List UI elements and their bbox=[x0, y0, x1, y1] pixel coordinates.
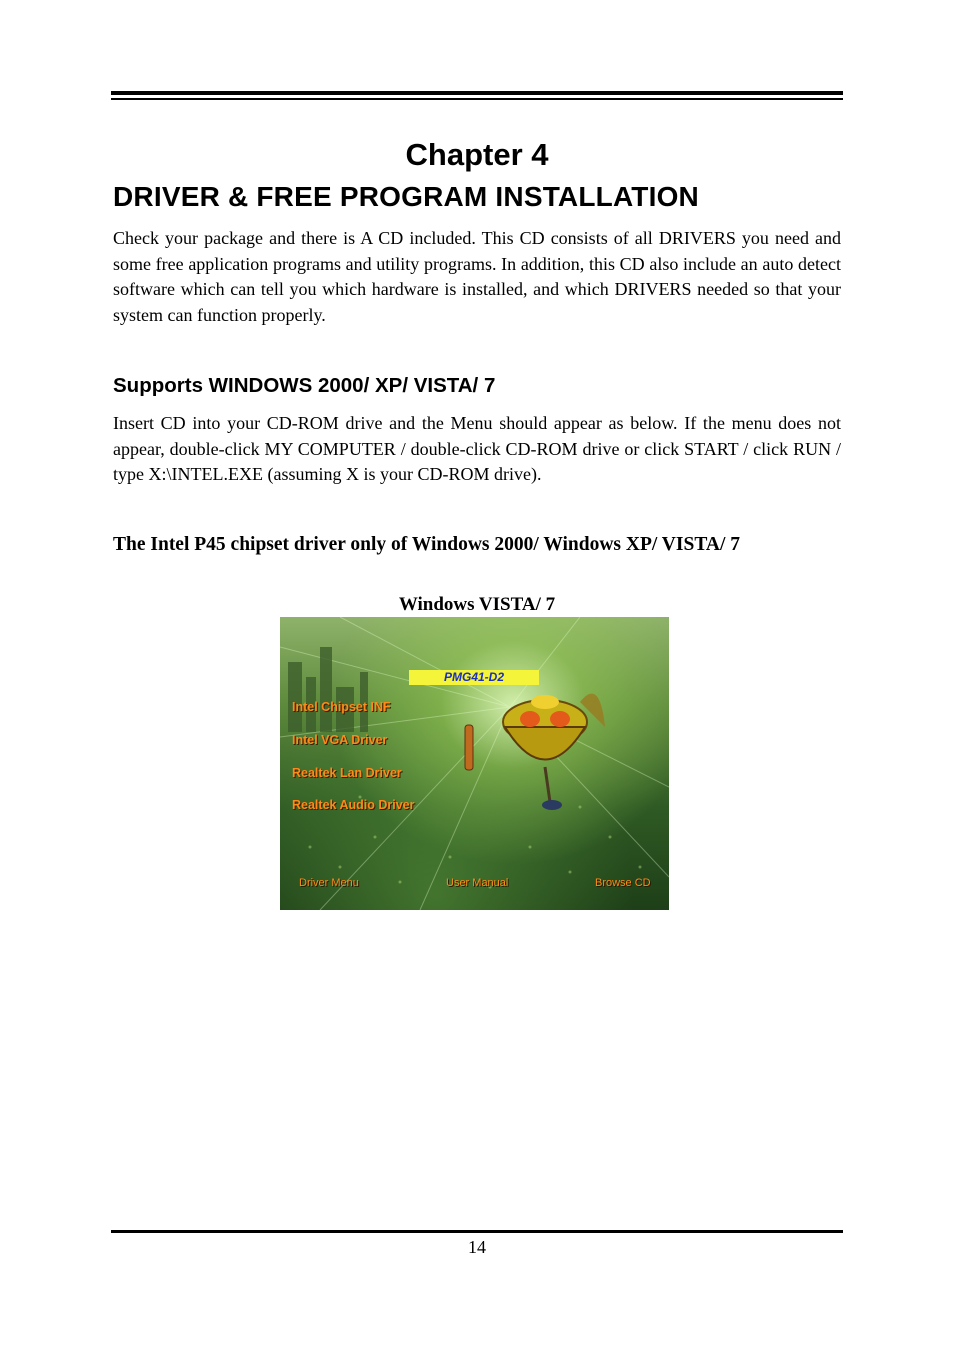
menu-item-intel-vga-driver[interactable]: Intel VGA Driver bbox=[292, 733, 388, 747]
driver-menu-link[interactable]: Driver Menu bbox=[299, 877, 359, 889]
browse-cd-link[interactable]: Browse CD bbox=[595, 877, 651, 889]
figure-caption: Windows VISTA/ 7 bbox=[398, 594, 556, 615]
robot-illustration bbox=[465, 694, 605, 810]
chapter-title: Chapter 4 bbox=[405, 137, 549, 172]
model-badge: PMG41-D2 bbox=[409, 670, 539, 685]
section-paragraph: Insert CD into your CD-ROM drive and the Menu should appear as below. If the menu does not appear, double-click MY COMPUTER / double-click CD-ROM drive or click START / click RUN / type X:\INTEL.EXE (assuming X is your CD-ROM drive). bbox=[113, 413, 841, 485]
menu-item-realtek-lan-driver[interactable]: Realtek Lan Driver bbox=[292, 766, 402, 780]
menu-item-intel-chipset-inf[interactable]: Intel Chipset INF bbox=[292, 700, 391, 714]
user-manual-link[interactable]: User Manual bbox=[446, 877, 509, 889]
intro-paragraph: Check your package and there is A CD included. This CD consists of all DRIVERS you need and some free application programs and utility programs. In addition, this CD also include an auto detect software which can tell you which hardware is installed, and which DRIVERS needed so that your system can function properly. bbox=[113, 228, 841, 326]
top-rule-thick bbox=[111, 91, 843, 95]
screenshot-background-art bbox=[280, 617, 669, 910]
cd-menu-screenshot bbox=[280, 617, 669, 910]
chapter-heading: DRIVER & FREE PROGRAM INSTALLATION bbox=[113, 181, 699, 212]
section-heading: Supports WINDOWS 2000/ XP/ VISTA/ 7 bbox=[113, 374, 496, 397]
top-rule-thin bbox=[111, 98, 843, 100]
menu-item-realtek-audio-driver[interactable]: Realtek Audio Driver bbox=[292, 798, 415, 812]
page-number: 14 bbox=[468, 1237, 486, 1257]
bottom-rule bbox=[111, 1230, 843, 1233]
subsection-heading: The Intel P45 chipset driver only of Windows 2000/ Windows XP/ VISTA/ 7 bbox=[113, 534, 740, 555]
